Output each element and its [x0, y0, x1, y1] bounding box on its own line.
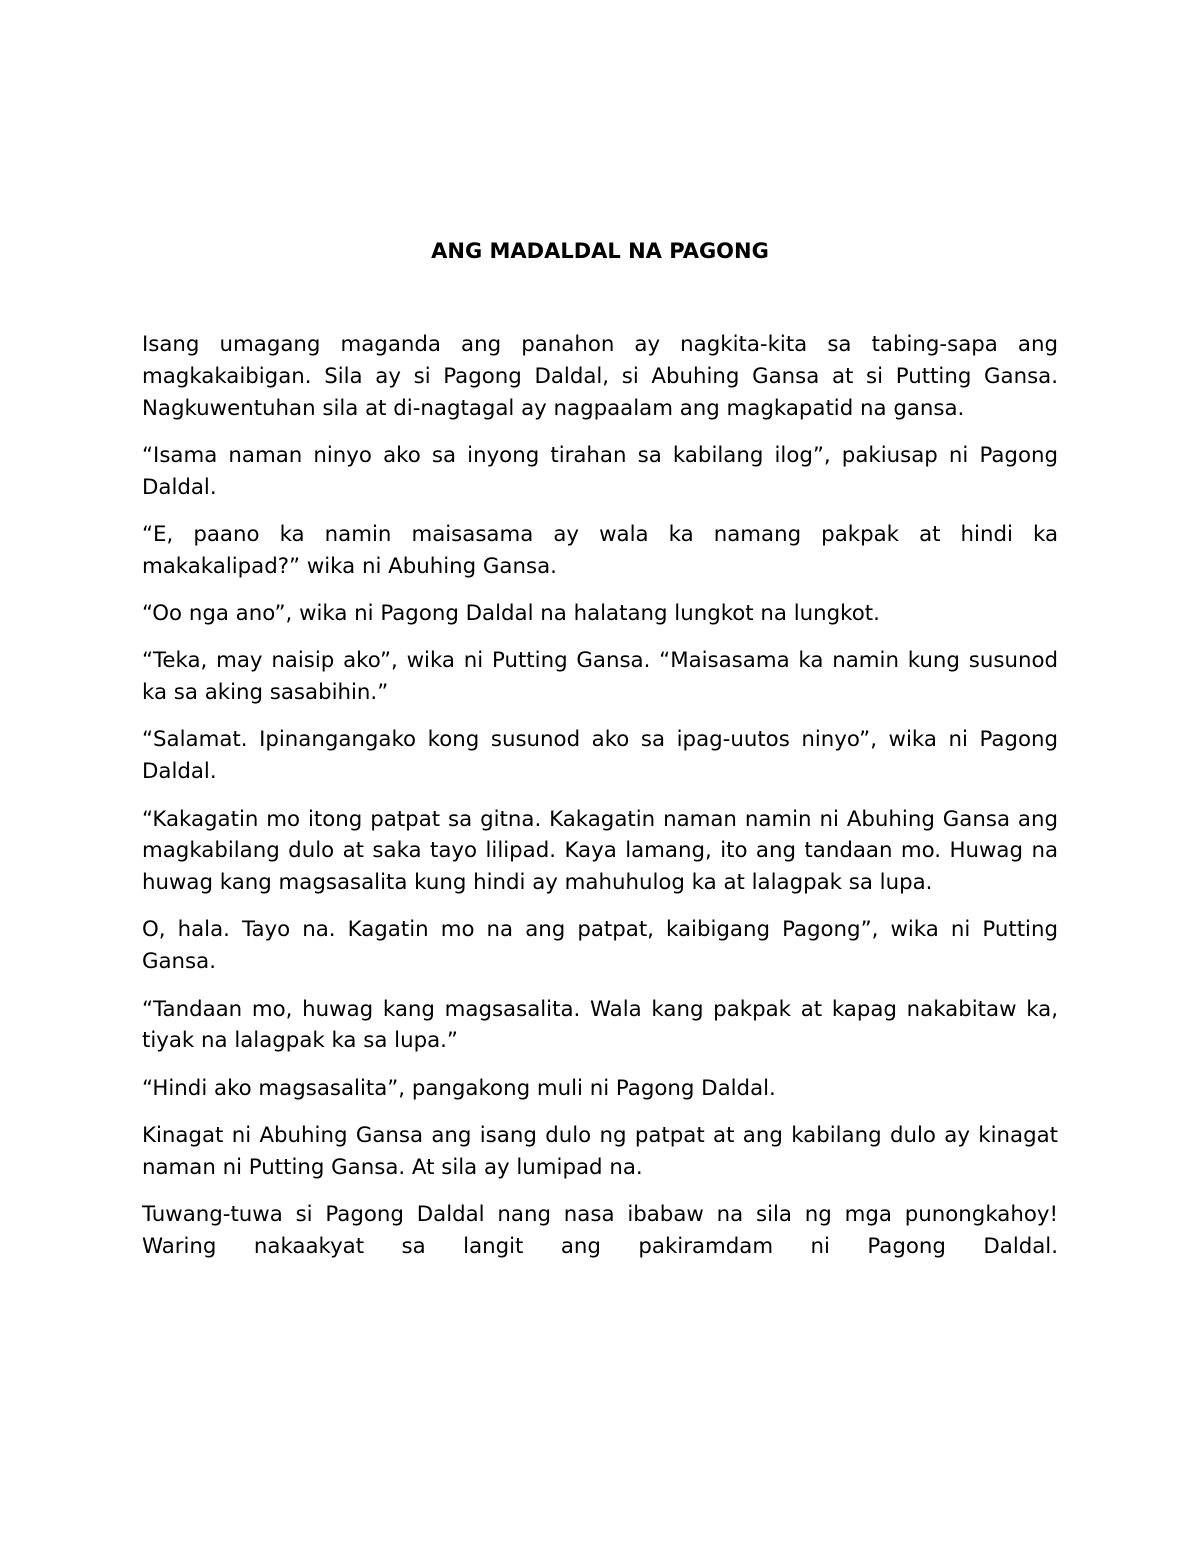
paragraph: “Kakagatin mo itong patpat sa gitna. Kakagatin naman namin ni Abuhing Gansa ang magkabilang dulo at saka tayo lilipad. Kaya lamang, ito ang tandaan mo. Huwag na huwag kang magsasalita kung hindi ay mahuhulog ka at lalagpak sa lupa. [142, 806, 1058, 896]
paragraph: “Hindi ako magsasalita”, pangakong muli ni Pagong Daldal. [142, 1075, 776, 1101]
paragraph: O, hala. Tayo na. Kagatin mo na ang patpat, kaibigang Pagong”, wika ni Putting Gansa. [142, 917, 1058, 975]
paragraph: “Teka, may naisip ako”, wika ni Putting Gansa. “Maisasama ka namin kung susunod ka sa aking sasabihin.” [142, 648, 1058, 706]
paragraph: Kinagat ni Abuhing Gansa ang isang dulo ng patpat at ang kabilang dulo ay kinagat naman ni Putting Gansa. At sila ay lumipad na. [142, 1122, 1058, 1180]
document-body [142, 329, 1058, 1278]
paragraph: “E, paano ka namin maisasama ay wala ka namang pakpak at hindi ka makakalipad?” wika ni Abuhing Gansa. [142, 521, 1058, 579]
paragraph: Isang umagang maganda ang panahon ay nagkita-kita sa tabing-sapa ang magkakaibigan. Sila ay si Pagong Daldal, si Abuhing Gansa at si Putting Gansa. Nagkuwentuhan sila at di-nagtagal ay nagpaalam ang magkapatid na gansa. [142, 332, 1058, 421]
paragraph: “Salamat. Ipinangangako kong susunod ako sa ipag-uutos ninyo”, wika ni Pagong Daldal. [142, 727, 1058, 785]
paragraph: Tuwang-tuwa si Pagong Daldal nang nasa ibabaw na sila ng mga punongkahoy! Waring nakaakyat sa langit ang pakiramdam ni Pagong Daldal. [142, 1202, 1058, 1259]
paragraph: “Tandaan mo, huwag kang magsasalita. Wala kang pakpak at kapag nakabitaw ka, tiyak na lalagpak ka sa lupa.” [142, 996, 1058, 1054]
document-title: ANG MADALDAL NA PAGONG [431, 239, 769, 263]
paragraph: “Oo nga ano”, wika ni Pagong Daldal na halatang lungkot na lungkot. [142, 601, 880, 627]
paragraph: “Isama naman ninyo ako sa inyong tirahan sa kabilang ilog”, pakiusap ni Pagong Daldal. [142, 442, 1058, 500]
